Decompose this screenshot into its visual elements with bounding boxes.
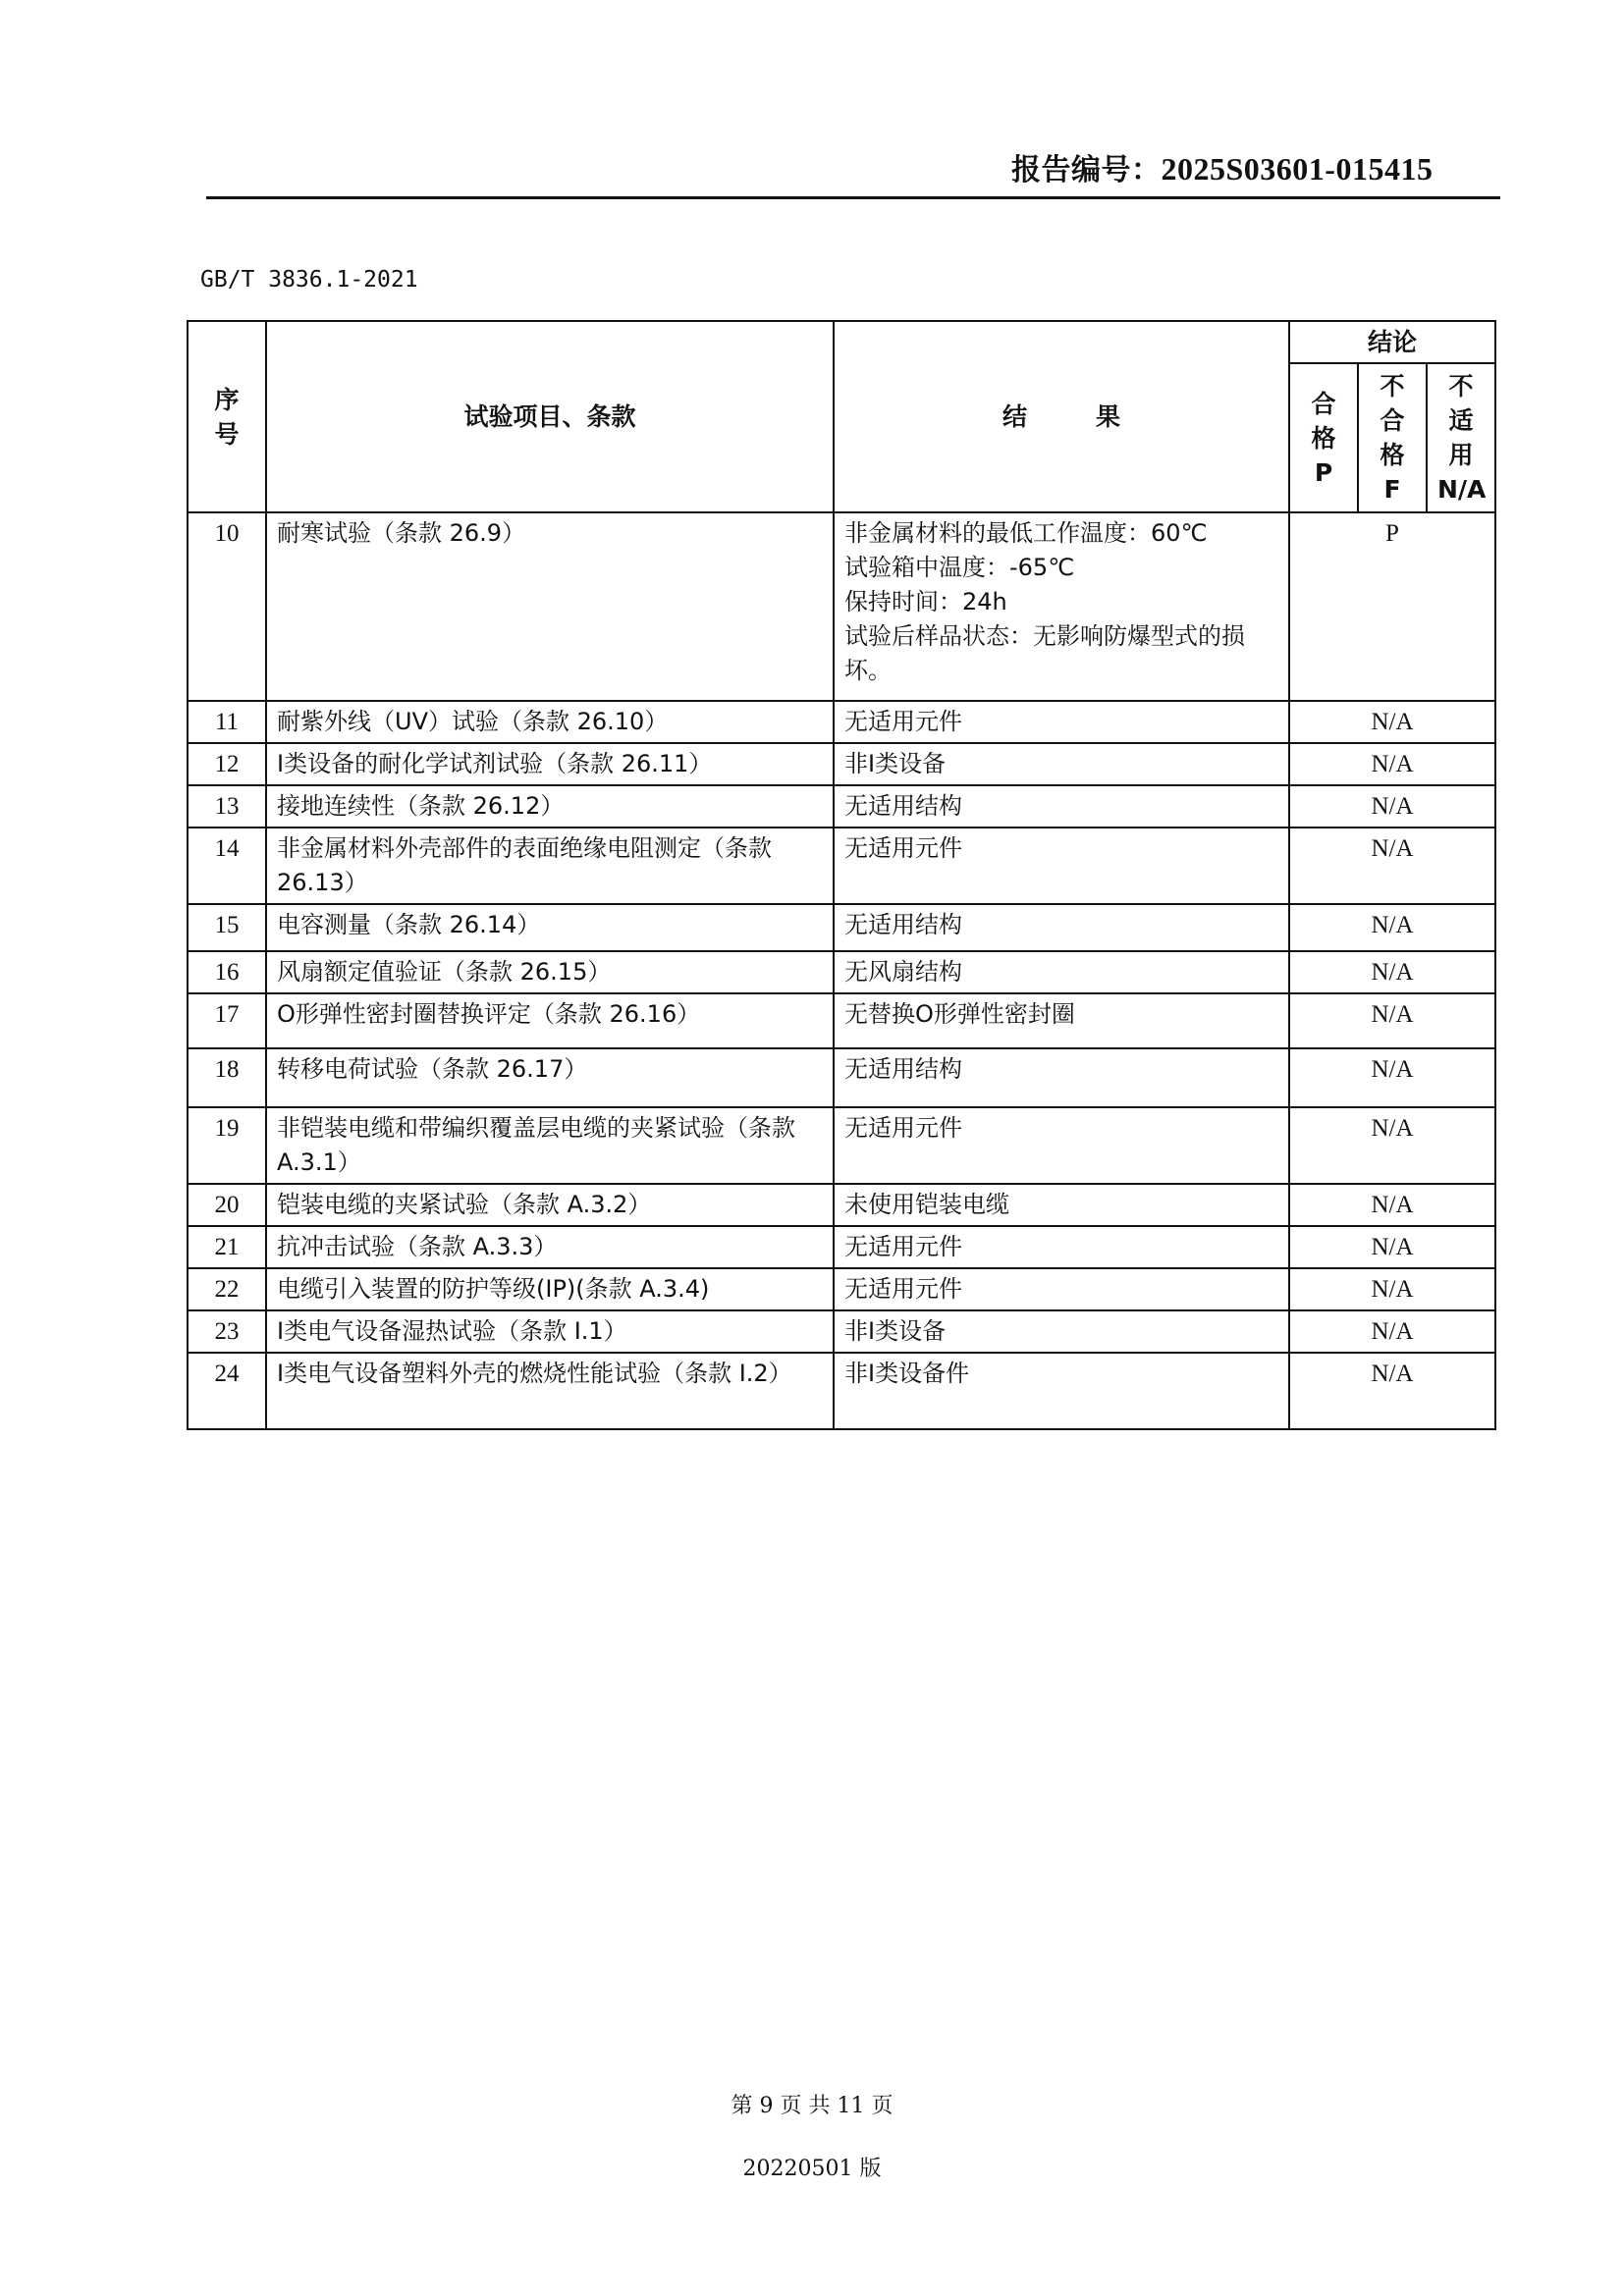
table-header [188, 321, 1495, 512]
row-index: 21 [188, 1226, 266, 1268]
row-test-item: Ⅰ类设备的耐化学试剂试验（条款 26.11） [266, 743, 834, 785]
row-index: 23 [188, 1310, 266, 1353]
row-conclusion: N/A [1289, 1048, 1495, 1107]
table-row [188, 1107, 1495, 1184]
row-conclusion: N/A [1289, 904, 1495, 951]
row-test-item: 风扇额定值验证（条款 26.15） [266, 951, 834, 993]
table-row [188, 1310, 1495, 1353]
row-conclusion: N/A [1289, 1226, 1495, 1268]
row-conclusion: N/A [1289, 828, 1495, 904]
row-conclusion: N/A [1289, 701, 1495, 743]
row-conclusion: N/A [1289, 743, 1495, 785]
row-index: 19 [188, 1107, 266, 1184]
row-test-item: O形弹性密封圈替换评定（条款 26.16） [266, 993, 834, 1048]
row-index: 12 [188, 743, 266, 785]
row-conclusion: N/A [1289, 1310, 1495, 1353]
row-conclusion: N/A [1289, 1184, 1495, 1226]
row-result: 非金属材料的最低工作温度：60℃ 试验箱中温度：-65℃ 保持时间：24h 试验后样品状态：无影响防爆型式的损坏。 [834, 512, 1289, 701]
row-test-item: Ⅰ类电气设备塑料外壳的燃烧性能试验（条款 I.2） [266, 1353, 834, 1429]
results-table [187, 320, 1496, 1430]
row-index: 14 [188, 828, 266, 904]
header-na: 不 适 用 N/A [1427, 363, 1495, 512]
row-result: 非Ⅰ类设备件 [834, 1353, 1289, 1429]
row-test-item: 耐紫外线（UV）试验（条款 26.10） [266, 701, 834, 743]
table-row [188, 904, 1495, 951]
standard-code: GB/T 3836.1-2021 [200, 267, 418, 293]
page-number: 第 9 页 共 11 页 [731, 2094, 893, 2118]
row-index: 20 [188, 1184, 266, 1226]
row-result: 无适用元件 [834, 1268, 1289, 1310]
row-test-item: Ⅰ类电气设备湿热试验（条款 I.1） [266, 1310, 834, 1353]
table-row [188, 951, 1495, 993]
table-row [188, 993, 1495, 1048]
table-row [188, 828, 1495, 904]
row-test-item: 非金属材料外壳部件的表面绝缘电阻测定（条款 26.13） [266, 828, 834, 904]
table-row [188, 1353, 1495, 1429]
row-index: 24 [188, 1353, 266, 1429]
row-test-item: 转移电荷试验（条款 26.17） [266, 1048, 834, 1107]
row-test-item: 非铠装电缆和带编织覆盖层电缆的夹紧试验（条款 A.3.1） [266, 1107, 834, 1184]
row-result: 无适用结构 [834, 904, 1289, 951]
row-result: 未使用铠装电缆 [834, 1184, 1289, 1226]
row-result: 无风扇结构 [834, 951, 1289, 993]
row-index: 15 [188, 904, 266, 951]
header-pass: 合 格 P [1289, 363, 1358, 512]
row-result: 非Ⅰ类设备 [834, 1310, 1289, 1353]
row-index: 17 [188, 993, 266, 1048]
row-result: 无适用元件 [834, 1107, 1289, 1184]
row-conclusion: P [1289, 512, 1495, 701]
row-index: 18 [188, 1048, 266, 1107]
row-index: 10 [188, 512, 266, 701]
row-index: 11 [188, 701, 266, 743]
table-row [188, 512, 1495, 701]
row-result: 无适用元件 [834, 828, 1289, 904]
row-index: 22 [188, 1268, 266, 1310]
row-result: 无替换O形弹性密封圈 [834, 993, 1289, 1048]
row-conclusion: N/A [1289, 1353, 1495, 1429]
table-row [188, 701, 1495, 743]
header-result: 结果 [834, 321, 1289, 512]
report-number-header [1011, 145, 1463, 188]
table-row [188, 1268, 1495, 1310]
table-row [188, 743, 1495, 785]
row-result: 无适用结构 [834, 1048, 1289, 1107]
row-test-item: 接地连续性（条款 26.12） [266, 785, 834, 828]
row-result: 非Ⅰ类设备 [834, 743, 1289, 785]
row-conclusion: N/A [1289, 1268, 1495, 1310]
row-test-item: 电缆引入装置的防护等级(IP)(条款 A.3.4) [266, 1268, 834, 1310]
report-number-label: 报告编号： [1011, 153, 1162, 187]
table-row [188, 1226, 1495, 1268]
row-test-item: 耐寒试验（条款 26.9） [266, 512, 834, 701]
table-row [188, 1184, 1495, 1226]
table-body [188, 512, 1495, 1429]
row-result: 无适用元件 [834, 701, 1289, 743]
row-conclusion: N/A [1289, 785, 1495, 828]
header-item: 试验项目、条款 [266, 321, 834, 512]
row-conclusion: N/A [1289, 1107, 1495, 1184]
row-result: 无适用元件 [834, 1226, 1289, 1268]
row-test-item: 抗冲击试验（条款 A.3.3） [266, 1226, 834, 1268]
header-index: 序 号 [188, 321, 266, 512]
row-test-item: 铠装电缆的夹紧试验（条款 A.3.2） [266, 1184, 834, 1226]
row-conclusion: N/A [1289, 951, 1495, 993]
version-label: 20220501 版 [742, 2157, 882, 2181]
header-fail: 不 合 格 F [1358, 363, 1427, 512]
header-divider [206, 196, 1500, 199]
row-index: 16 [188, 951, 266, 993]
header-conclusion: 结论 [1289, 321, 1495, 363]
table-row [188, 1048, 1495, 1107]
row-test-item: 电容测量（条款 26.14） [266, 904, 834, 951]
report-number-value: 2025S03601-015415 [1161, 151, 1434, 187]
row-conclusion: N/A [1289, 993, 1495, 1048]
table-row [188, 785, 1495, 828]
row-result: 无适用结构 [834, 785, 1289, 828]
row-index: 13 [188, 785, 266, 828]
